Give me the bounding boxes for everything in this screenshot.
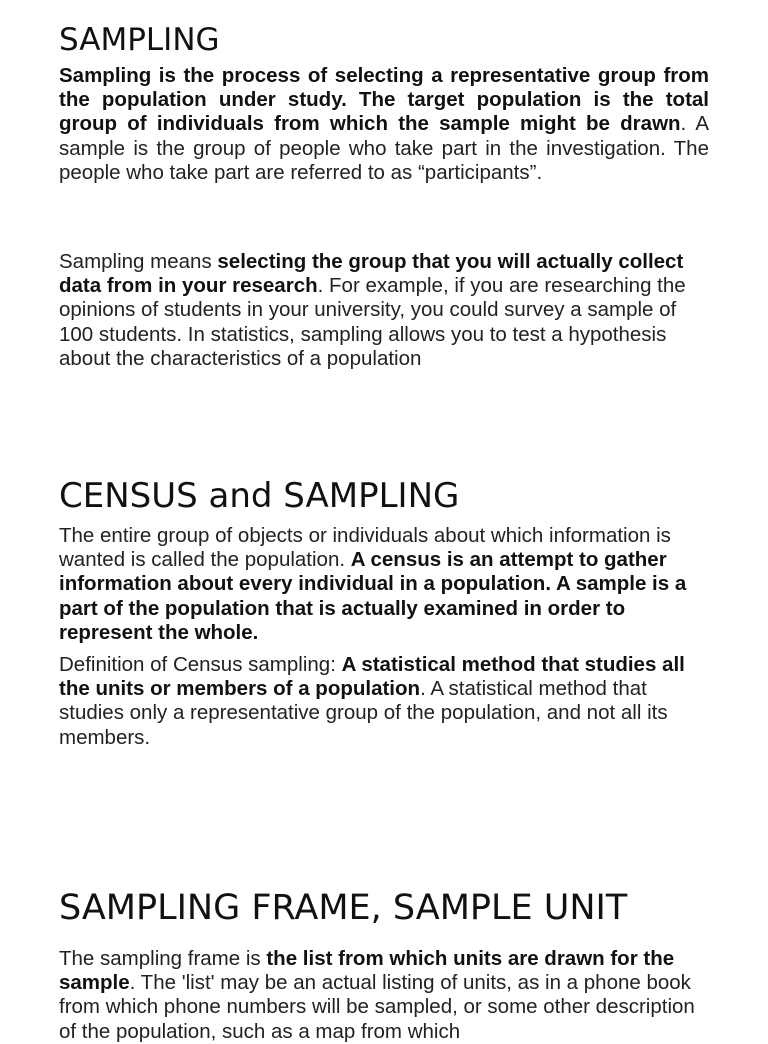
heading-sampling: SAMPLING bbox=[59, 22, 220, 58]
bold-census-definition: A census is an attempt to gather information about every individual in a population. A sample is a part of the population that is actually examined in order to represent the whole. bbox=[59, 548, 687, 644]
paragraph-sampling-definition bbox=[59, 64, 709, 185]
bold-frame-definition: the list from which units are drawn for the sample bbox=[59, 947, 675, 995]
text-frame-list: . The 'list' may be an actual listing of units, as in a phone book from which phone numbers will be sampled, or some other description of the population, such as a map from which bbox=[59, 971, 695, 1043]
text-sample-method: . A statistical method that studies only a representative group of the population, and not all its members. bbox=[59, 677, 668, 749]
bold-census-method: A statistical method that studies all the units or members of a population bbox=[59, 653, 685, 701]
text-sampling-example: . For example, if you are researching the opinions of students in your university, you could survey a sample of 100 students. In statistics, sampling allows you to test a hypothesis about the characteristics of a population bbox=[59, 274, 686, 370]
heading-census-and-sampling: CENSUS and SAMPLING bbox=[59, 476, 460, 516]
heading-sampling-frame: SAMPLING FRAME, SAMPLE UNIT bbox=[59, 888, 628, 928]
text-sampling-participants: . A sample is the group of people who take part in the investigation. The people who take part are referred to as “participants”. bbox=[59, 112, 709, 184]
paragraph-census-population bbox=[59, 524, 709, 645]
text-sampling-means-start: Sampling means bbox=[59, 250, 218, 273]
paragraph-census-sampling-definition bbox=[59, 653, 709, 750]
text-frame-start: The sampling frame is bbox=[59, 947, 267, 970]
paragraph-sampling-means bbox=[59, 250, 709, 371]
paragraph-sampling-frame bbox=[59, 947, 709, 1044]
bold-sampling-definition: Sampling is the process of selecting a representative group from the population under study. The target population is the total group of individuals from which the sample might be drawn bbox=[59, 64, 709, 136]
bold-sampling-means: selecting the group that you will actually collect data from in your research bbox=[59, 250, 684, 298]
text-census-definition-label: Definition of Census sampling: bbox=[59, 653, 342, 676]
text-population-definition: The entire group of objects or individuals about which information is wanted is called the population. bbox=[59, 524, 671, 572]
